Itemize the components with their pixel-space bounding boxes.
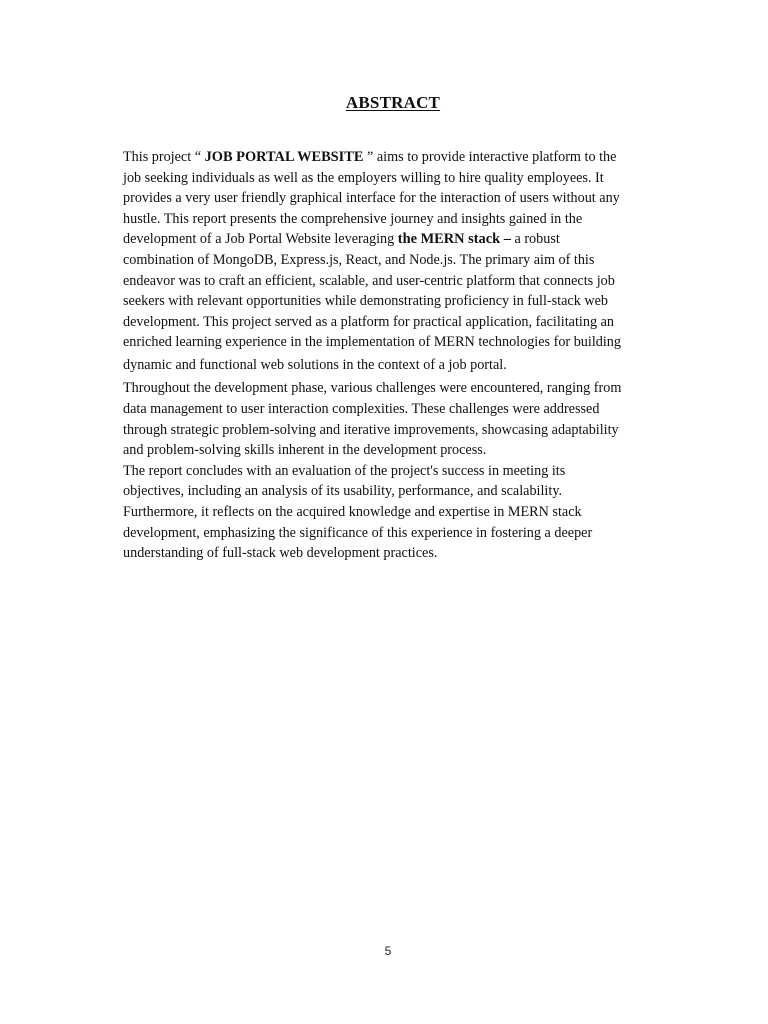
paragraph-line: understanding of full-stack web development practices. <box>123 545 438 562</box>
mern-stack-emphasis: the MERN stack – <box>397 231 511 248</box>
paragraph-line <box>123 229 668 250</box>
paragraph-line: development, emphasizing the significance of this experience in fostering a deeper <box>123 524 593 541</box>
text-run: ” aims to provide interactive platform to the <box>363 149 617 165</box>
abstract-body <box>123 147 668 564</box>
paragraph-line: provides a very user friendly graphical interface for the interaction of users without any <box>123 190 620 207</box>
text-run: development of a Job Portal Website leveraging <box>123 231 398 248</box>
text-run: a robust <box>510 231 560 248</box>
paragraph-line: Throughout the development phase, various challenges were encountered, ranging from <box>123 380 622 397</box>
page-number: 5 <box>384 944 392 958</box>
paragraph-line <box>123 147 668 168</box>
paragraph-line: endeavor was to craft an efficient, scalable, and user-centric platform that connects job <box>123 272 615 289</box>
paragraph-line: development. This project served as a platform for practical application, facilitating an <box>123 313 614 330</box>
paragraph-line: hustle. This report presents the comprehensive journey and insights gained in the <box>123 210 583 227</box>
paragraph-line: enriched learning experience in the implementation of MERN technologies for building <box>123 334 621 351</box>
project-name: JOB PORTAL WEBSITE <box>204 149 364 165</box>
paragraph-line: objectives, including an analysis of its usability, performance, and scalability. <box>123 483 563 500</box>
paragraph-line: combination of MongoDB, Express.js, React, and Node.js. The primary aim of this <box>123 251 595 268</box>
paragraph-line: Furthermore, it reflects on the acquired knowledge and expertise in MERN stack <box>123 503 582 520</box>
text-run: This project “ <box>123 149 205 165</box>
paragraph-line: dynamic and functional web solutions in the context of a job portal. <box>123 357 507 374</box>
abstract-heading: ABSTRACT <box>345 93 441 112</box>
paragraph-line: data management to user interaction complexities. These challenges were addressed <box>123 400 600 417</box>
paragraph-line: seekers with relevant opportunities while demonstrating proficiency in full-stack web <box>123 293 608 310</box>
paragraph-line: and problem-solving skills inherent in the development process. <box>123 442 487 459</box>
paragraph-line: job seeking individuals as well as the employers willing to hire quality employees. It <box>123 169 604 186</box>
paragraph-line: The report concludes with an evaluation of the project's success in meeting its <box>123 462 566 479</box>
paragraph-line: through strategic problem-solving and iterative improvements, showcasing adaptability <box>123 421 619 438</box>
